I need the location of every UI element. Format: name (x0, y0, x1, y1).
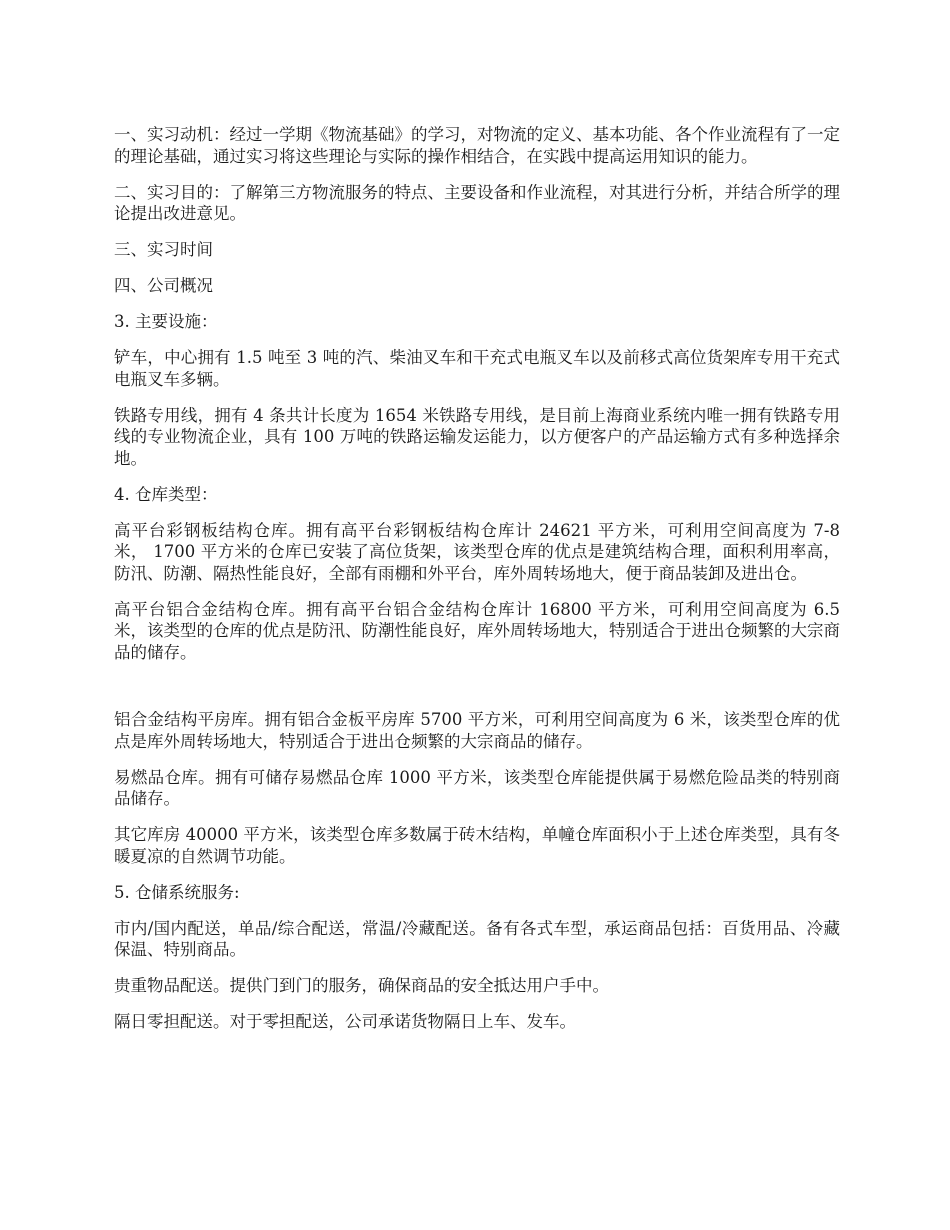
heading-company-overview: 四、公司概况 (114, 276, 213, 295)
paragraph-aluminum-warehouse: 高平台铝合金结构仓库。拥有高平台铝合金结构仓库计 16800 平方米，可利用空间高度为 6.5 米，该类型的仓库的优点是防汛、防潮性能良好，库外周转场地大，特别适合于进出仓频繁的大宗商品的储存。 (114, 599, 840, 662)
paragraph-valuables-delivery: 贵重物品配送。提供门到门的服务，确保商品的安全抵达用户手中。 (114, 976, 609, 995)
paragraph-city-delivery: 市内/国内配送，单品/综合配送，常温/冷藏配送。备有各式车型，承运商品包括：百货用品、冷藏保温、特别商品。 (114, 918, 840, 959)
paragraph-flammables-warehouse: 易燃品仓库。拥有可储存易燃品仓库 1000 平方米，该类型仓库能提供属于易燃危险品类的特别商品储存。 (114, 767, 840, 808)
heading-main-facilities: 3. 主要设施： (114, 312, 218, 331)
paragraph-other-warehouses: 其它库房 40000 平方米，该类型仓库多数属于砖木结构，单幢仓库面积小于上述仓库类型，具有冬暖夏凉的自然调节功能。 (114, 825, 840, 866)
paragraph-color-steel-warehouse: 高平台彩钢板结构仓库。拥有高平台彩钢板结构仓库计 24621 平方米，可利用空间高度为 7-8 米， 1700 平方米的仓库已安装了高位货架，该类型仓库的优点是建筑结构合理，面积利用率高，防汛、防潮、隔热性能良好，全部有雨棚和外平台，库外周转场地大，便于商品装卸及进出仓。 (114, 520, 840, 583)
paragraph-internship-motivation: 一、实习动机：经过一学期《物流基础》的学习，对物流的定义、基本功能、各个作业流程有了一定的理论基础，通过实习将这些理论与实际的操作相结合，在实践中提高运用知识的能力。 (114, 125, 840, 166)
heading-warehouse-types: 4. 仓库类型： (114, 484, 218, 504)
paragraph-forklifts: 铲车，中心拥有 1.5 吨至 3 吨的汽、柴油叉车和干充式电瓶叉车以及前移式高位货架库专用干充式电瓶叉车多辆。 (114, 348, 840, 389)
paragraph-internship-purpose: 二、实习目的：了解第三方物流服务的特点、主要设备和作业流程，对其进行分析，并结合所学的理论提出改进意见。 (114, 182, 840, 223)
heading-internship-time: 三、实习时间 (114, 240, 213, 259)
paragraph-aluminum-bungalow: 铝合金结构平房库。拥有铝合金板平房库 5700 平方米，可利用空间高度为 6 米，该类型仓库的优点是库外周转场地大，特别适合于进出仓频繁的大宗商品的储存。 (114, 710, 840, 751)
heading-storage-services: 5. 仓储系统服务: (114, 882, 240, 902)
document-body (114, 124, 840, 1047)
paragraph-next-day-delivery: 隔日零担配送。对于零担配送，公司承诺货物隔日上车、发车。 (114, 1012, 576, 1031)
paragraph-railway-line: 铁路专用线，拥有 4 条共计长度为 1654 米铁路专用线，是目前上海商业系统内唯一拥有铁路专用线的专业物流企业，具有 100 万吨的铁路运输发运能力，以方便客户的产品运输方式有多种选择余地。 (114, 405, 840, 468)
